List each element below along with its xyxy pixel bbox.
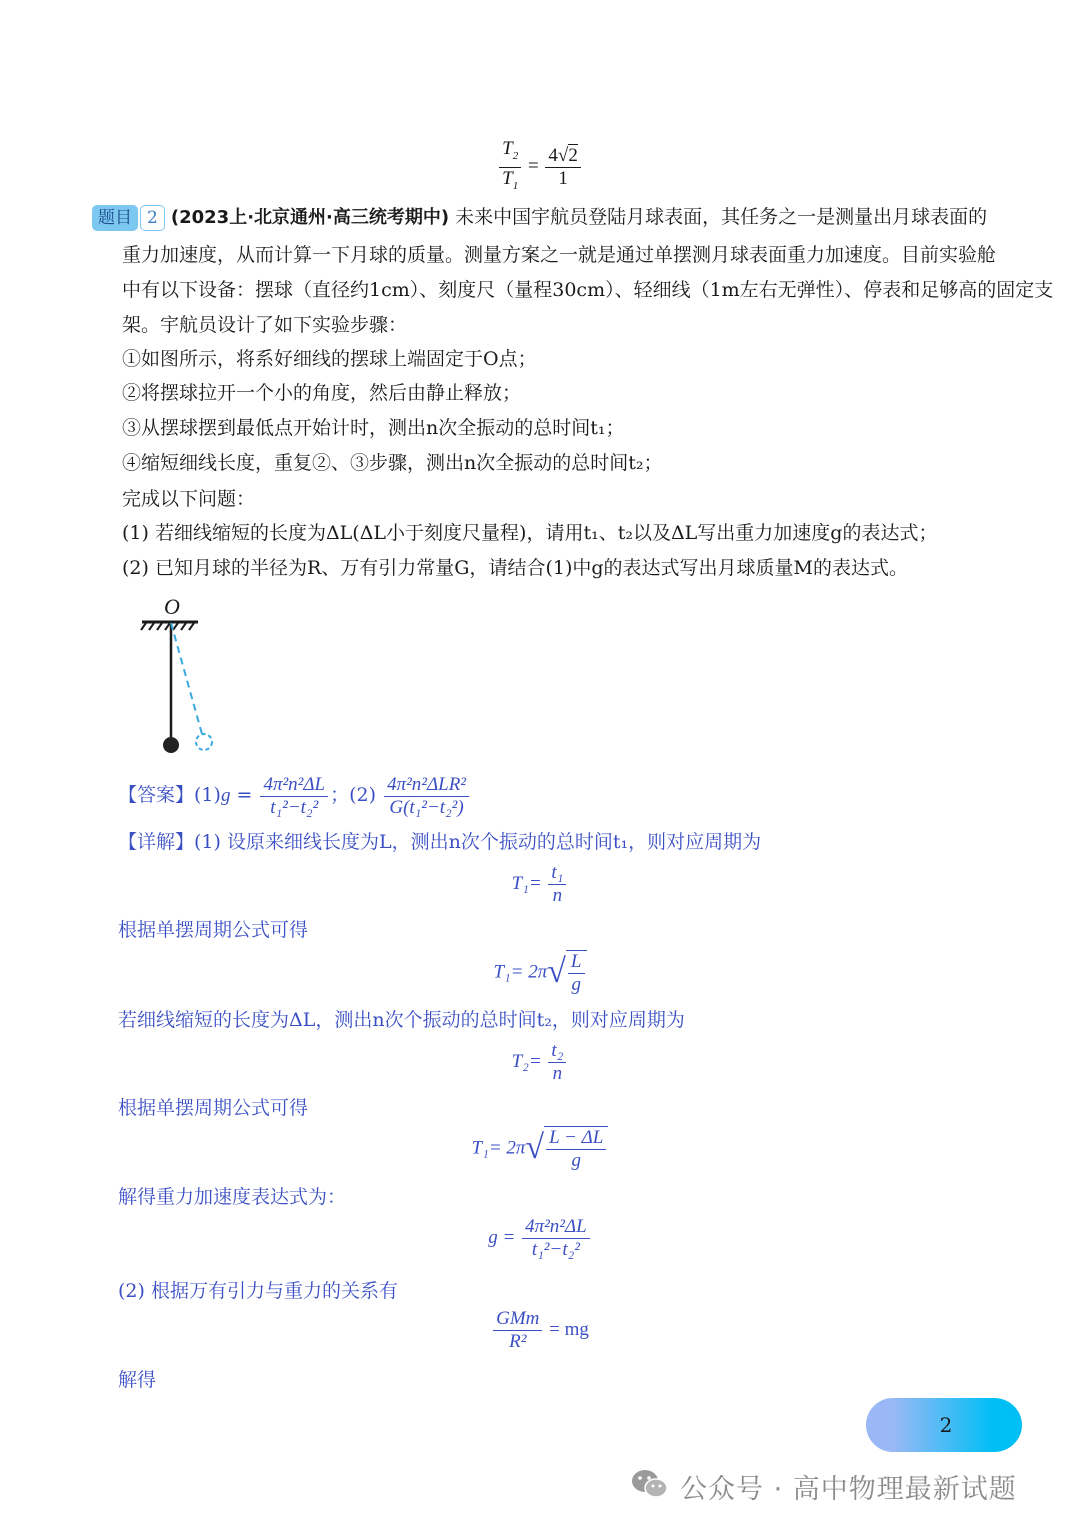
question-line-1	[92, 205, 987, 231]
answer-label: 【答案】	[118, 784, 195, 806]
equals-sign: =	[527, 155, 539, 177]
ratio-rhs: $\frac{4√2}{1}$	[545, 145, 580, 190]
detail-label: 【详解】	[118, 831, 195, 853]
question-source: (2023上·北京通州·高三统考期中)	[170, 207, 450, 228]
step-3: ③从摆球摆到最低点开始计时，测出n次全振动的总时间t₁；	[122, 417, 625, 439]
top-ratio-formula	[0, 138, 1080, 197]
watermark-text: 公众号 · 高中物理最新试题	[680, 1473, 1017, 1505]
answer-line: 【答案】(1)g = $\frac{\text{4π²n²ΔL}}{\text{t₁²−t₂²}}$ ；(2) $\frac{\text{4π²n²ΔLR²}}{\text{G(t₁²−t₂²)}}$	[118, 772, 471, 818]
detail-formula-1: T₁= $\frac{\text{t₁}}{n}$	[0, 862, 1080, 907]
detail-formula-2: T₁= 2π √ $\frac{L}{g}$	[0, 950, 1080, 996]
detail-line-6: (2) 根据万有引力与重力的关系有	[118, 1280, 398, 1302]
sub-question-2: (2) 已知月球的半径为R、万有引力常量G，请结合(1)中g的表达式写出月球质量M的表达式。	[122, 557, 908, 579]
step-1: ①如图所示，将系好细线的摆球上端固定于O点；	[122, 348, 537, 370]
detail-line-5: 解得重力加速度表达式为：	[118, 1186, 347, 1208]
question-line-2: 重力加速度，从而计算一下月球的质量。测量方案之一就是通过单摆测月球表面重力加速度。目前实验舱	[122, 244, 997, 266]
detail-line-7: 解得	[118, 1369, 157, 1391]
detail-formula-6: $\frac{\text{GMm}}{\text{R²}}$ = mg	[0, 1308, 1080, 1353]
detail-formula-3: T₂= $\frac{\text{t₂}}{n}$	[0, 1040, 1080, 1085]
question-line-3: 中有以下设备：摆球（直径约1cm）、刻度尺（量程30cm）、轻细线（1m左右无弹性）、停表和足够高的固定支	[122, 279, 1054, 301]
page-number: 2	[939, 1413, 953, 1437]
pendulum-bob	[163, 737, 179, 753]
detail-line-2: 根据单摆周期公式可得	[118, 919, 309, 941]
prompt-line: 完成以下问题：	[122, 488, 256, 510]
answer-2-fraction: $\frac{\text{4π²n²ΔLR²}}{\text{G(t₁²−t₂²)}}$	[384, 774, 469, 819]
step-4: ④缩短细线长度，重复②、③步骤，测出n次全振动的总时间t₂；	[122, 452, 663, 474]
question-number: 2	[140, 205, 165, 231]
question-text-1: 未来中国宇航员登陆月球表面，其任务之一是测量出月球表面的	[455, 206, 988, 228]
displaced-bob	[196, 734, 212, 750]
point-o-label: O	[164, 594, 180, 619]
question-line-4: 架。宇航员设计了如下实验步骤：	[122, 314, 408, 336]
page-number-badge	[866, 1398, 1026, 1452]
answer-1-fraction: $\frac{\text{4π²n²ΔL}}{\text{t₁²−t₂²}}$	[260, 774, 328, 819]
detail-formula-4: T₁= 2π √ $\frac{L - \Delta L}{g}$	[0, 1126, 1080, 1172]
displaced-string	[171, 623, 202, 734]
sub-question-1: (1) 若细线缩短的长度为ΔL(ΔL小于刻度尺量程)，请用t₁、t₂以及ΔL写出重力加速度g的表达式；	[122, 522, 938, 544]
detail-line-1: 【详解】(1) 设原来细线长度为L，测出n次个振动的总时间t₁，则对应周期为	[118, 831, 762, 853]
question-tag: 题目	[92, 205, 138, 231]
pendulum-figure	[130, 590, 240, 760]
ratio-lhs: $\frac{T_2}{T_1}$	[499, 138, 521, 197]
detail-formula-5: g = $\frac{\text{4π²n²ΔL}}{\text{t₁²−t₂²}}$	[0, 1216, 1080, 1261]
detail-line-4: 根据单摆周期公式可得	[118, 1097, 309, 1119]
watermark	[630, 1466, 1017, 1506]
detail-line-3: 若细线缩短的长度为ΔL，测出n次个振动的总时间t₂，则对应周期为	[118, 1009, 685, 1031]
wechat-icon	[630, 1468, 670, 1504]
step-2: ②将摆球拉开一个小的角度，然后由静止释放；	[122, 382, 522, 404]
